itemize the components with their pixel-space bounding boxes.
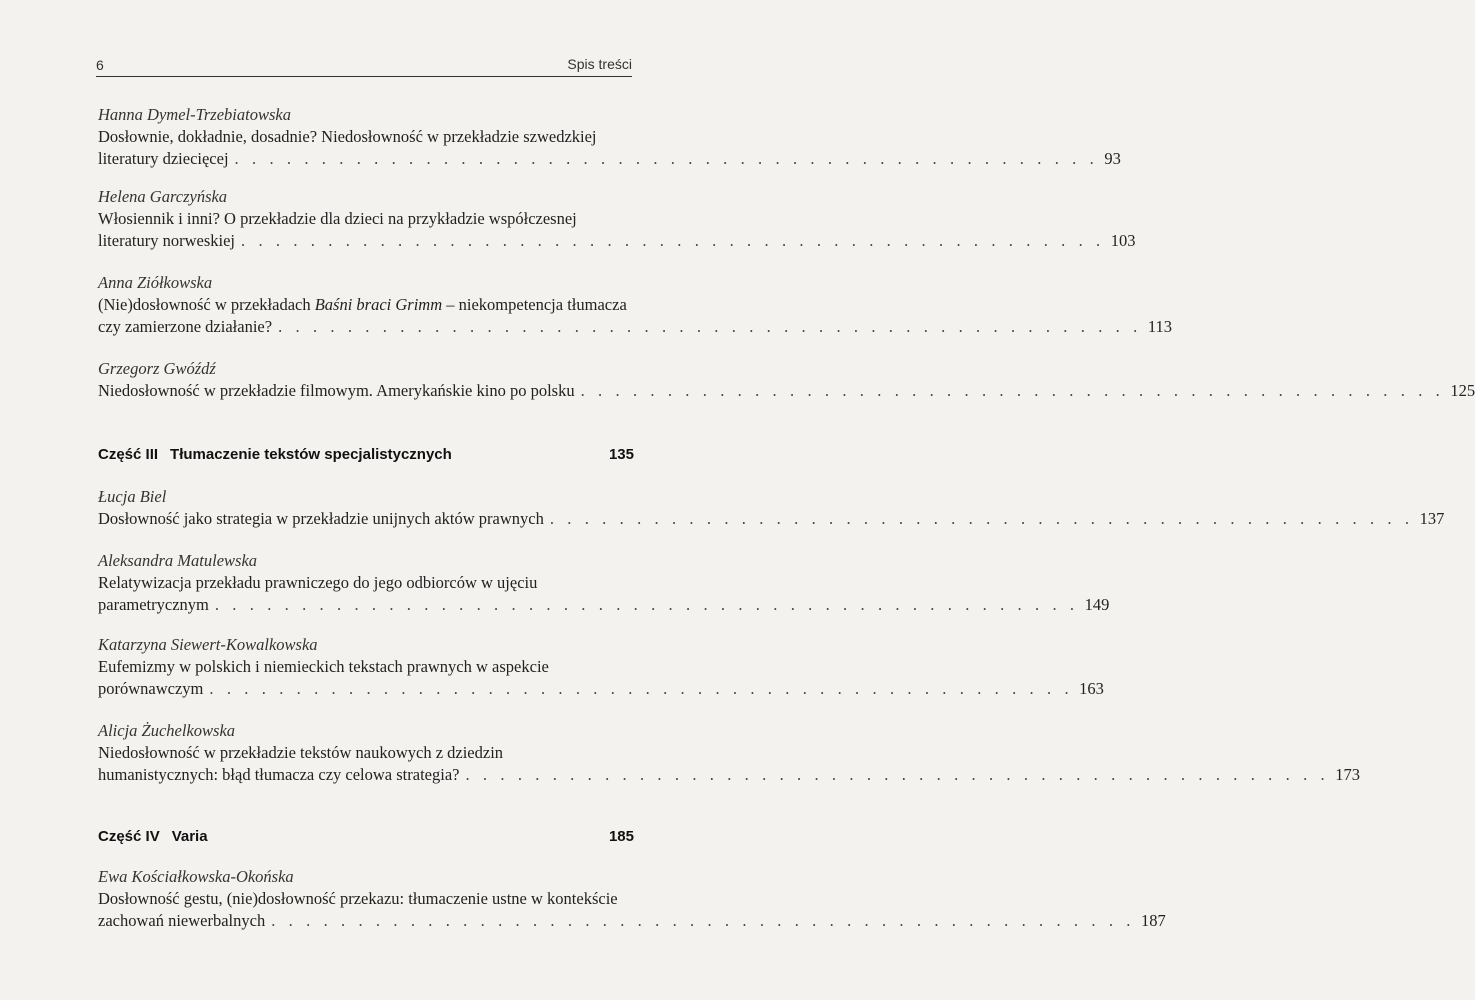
entry-author: Ewa Kościałkowska-Okońska xyxy=(98,867,294,886)
dot-leader: . . . . . . . . . . . . . . . . . . . . . . . . . . . . . . . . . . . . . . . . . . . . . . . . . . xyxy=(271,911,1135,930)
dot-leader: . . . . . . . . . . . . . . . . . . . . . . . . . . . . . . . . . . . . . . . . . . . . . . . . . . xyxy=(465,765,1330,784)
dot-leader: . . . . . . . . . . . . . . . . . . . . . . . . . . . . . . . . . . . . . . . . . . . . . . . . . . xyxy=(241,231,1105,250)
dot-leader: . . . . . . . . . . . . . . . . . . . . . . . . . . . . . . . . . . . . . . . . . . . . . . . . . . xyxy=(278,317,1142,336)
entry-title-line: Włosiennik i inni? O przekładzie dla dzieci na przykładzie współczesnej xyxy=(98,209,577,228)
entry-title-line: humanistycznych: błąd tłumacza czy celowa strategia? xyxy=(98,765,460,784)
toc-entry[interactable] xyxy=(98,186,1136,252)
entry-title-line: parametrycznym xyxy=(98,595,209,614)
entry-title-line: Niedosłowność w przekładzie filmowym. Amerykańskie kino po polsku xyxy=(98,381,575,400)
title-text: – niekompetencja tłumacza xyxy=(442,295,627,314)
page-number: 6 xyxy=(96,57,104,73)
toc-entry[interactable] xyxy=(98,634,1104,700)
entry-author: Alicja Żuchelkowska xyxy=(98,721,236,740)
entry-title-line: zachowań niewerbalnych xyxy=(98,911,266,930)
part-heading[interactable] xyxy=(98,446,634,470)
running-title: Spis treści xyxy=(567,56,632,72)
entry-author: Hanna Dymel-Trzebiatowska xyxy=(98,105,291,124)
dot-leader: . . . . . . . . . . . . . . . . . . . . . . . . . . . . . . . . . . . . . . . . . . . . . . . . . . xyxy=(214,595,1079,614)
entry-title-line: Niedosłowność w przekładzie tekstów naukowych z dziedzin xyxy=(98,743,504,762)
toc-entry[interactable] xyxy=(98,486,1445,530)
part-title: Varia xyxy=(171,828,208,845)
title-italic-work: Baśni braci Grimm xyxy=(314,295,443,314)
entry-author: Helena Garczyńska xyxy=(98,187,228,206)
entry-title-line: czy zamierzone działanie? xyxy=(98,317,273,336)
toc-entry[interactable] xyxy=(98,272,1172,338)
part-title: Tłumaczenie tekstów specjalistycznych xyxy=(170,446,452,463)
entry-title-line xyxy=(98,294,631,316)
dot-leader: . . . . . . . . . . . . . . . . . . . . . . . . . . . . . . . . . . . . . . . . . . . . . . . . . . xyxy=(209,679,1074,698)
entry-author: Katarzyna Siewert-Kowalkowska xyxy=(98,635,318,654)
entry-page-number: 137 xyxy=(1419,509,1445,528)
toc-entry[interactable] xyxy=(98,866,1166,932)
entry-title-line: Eufemizmy w polskich i niemieckich tekstach prawnych w aspekcie xyxy=(98,657,549,676)
toc-entry[interactable] xyxy=(98,358,1475,402)
toc-entry[interactable] xyxy=(98,550,1110,616)
entry-title-line: literatury norweskiej xyxy=(98,231,235,250)
entry-title-line: literatury dziecięcej xyxy=(98,149,229,168)
dot-leader: . . . . . . . . . . . . . . . . . . . . . . . . . . . . . . . . . . . . . . . . . . . . . . . . . . xyxy=(580,381,1445,400)
page-header xyxy=(96,54,632,77)
entry-page-number: 149 xyxy=(1084,595,1110,614)
entry-page-number: 113 xyxy=(1147,317,1172,336)
entry-author: Łucja Biel xyxy=(98,487,167,506)
entry-page-number: 103 xyxy=(1110,231,1136,250)
part-label: Część IV xyxy=(98,828,160,845)
part-page-number: 185 xyxy=(608,828,634,845)
entry-author: Grzegorz Gwóźdź xyxy=(98,359,216,378)
entry-page-number: 125 xyxy=(1450,381,1475,400)
entry-page-number: 163 xyxy=(1079,679,1104,698)
dot-leader: . . . . . . . . . . . . . . . . . . . . . . . . . . . . . . . . . . . . . . . . . . . . . . . . . . xyxy=(234,149,1099,168)
part-heading[interactable] xyxy=(98,828,634,852)
part-page-number: 135 xyxy=(608,446,634,463)
entry-title-line: Dosłowność gestu, (nie)dosłowność przekazu: tłumaczenie ustne w kontekście xyxy=(98,889,618,908)
entry-page-number: 187 xyxy=(1141,911,1166,930)
entry-author: Anna Ziółkowska xyxy=(98,273,213,292)
entry-page-number: 93 xyxy=(1104,149,1121,168)
title-text: (Nie)dosłowność w przekładach xyxy=(98,295,315,314)
entry-title-line: Dosłownie, dokładnie, dosadnie? Niedosłowność w przekładzie szwedzkiej xyxy=(98,127,597,146)
toc-entry[interactable] xyxy=(98,720,1360,786)
toc-entry[interactable] xyxy=(98,104,1121,170)
entry-title-line: Dosłowność jako strategia w przekładzie unijnych aktów prawnych xyxy=(98,509,544,528)
part-label: Część III xyxy=(98,446,159,463)
entry-author: Aleksandra Matulewska xyxy=(98,551,258,570)
entry-title-line: porównawczym xyxy=(98,679,204,698)
entry-title-line: Relatywizacja przekładu prawniczego do jego odbiorców w ujęciu xyxy=(98,573,538,592)
dot-leader: . . . . . . . . . . . . . . . . . . . . . . . . . . . . . . . . . . . . . . . . . . . . . . . . . . xyxy=(549,509,1414,528)
entry-page-number: 173 xyxy=(1335,765,1360,784)
